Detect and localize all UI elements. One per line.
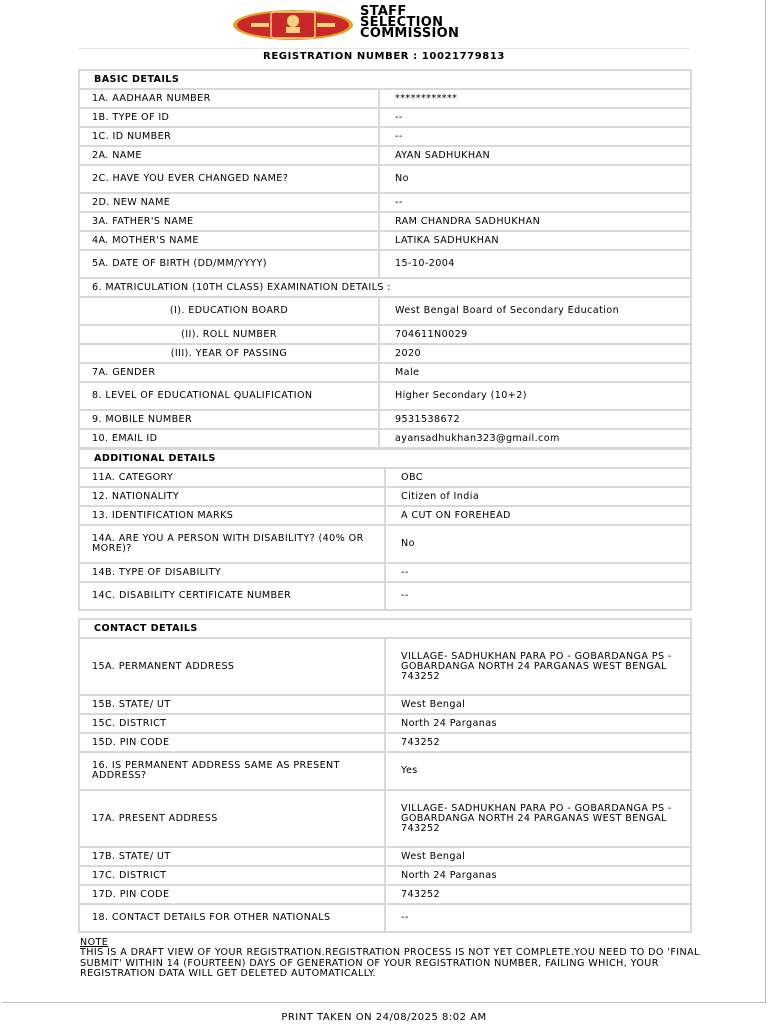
field-value: West Bengal (385, 695, 691, 714)
field-value: -- (385, 563, 691, 582)
field-label: 11A. CATEGORY (79, 468, 385, 487)
table-row (79, 468, 691, 487)
field-value: No (379, 165, 691, 193)
table-row (79, 733, 691, 752)
section-title: BASIC DETAILS (79, 70, 691, 89)
field-label: 1A. AADHAAR NUMBER (79, 89, 379, 108)
table-row (79, 297, 691, 325)
field-label: 17D. PIN CODE (79, 885, 385, 904)
section-header-row (79, 70, 691, 89)
field-value: 15-10-2004 (379, 250, 691, 278)
table-row (79, 278, 691, 297)
section-title: CONTACT DETAILS (79, 619, 691, 638)
field-value: -- (379, 108, 691, 127)
field-label: (III). YEAR OF PASSING (79, 344, 379, 363)
table-row (79, 752, 691, 790)
field-value: 2020 (379, 344, 691, 363)
table-row (79, 506, 691, 525)
field-value: -- (379, 127, 691, 146)
field-label: 3A. FATHER'S NAME (79, 212, 379, 231)
field-label: 14B. TYPE OF DISABILITY (79, 563, 385, 582)
field-label: 2D. NEW NAME (79, 193, 379, 212)
field-value: Higher Secondary (10+2) (379, 382, 691, 410)
field-label: 17A. PRESENT ADDRESS (79, 790, 385, 847)
table-row (79, 563, 691, 582)
table-row (79, 146, 691, 165)
field-value: OBC (385, 468, 691, 487)
field-value: RAM CHANDRA SADHUKHAN (379, 212, 691, 231)
field-label: 1C. ID NUMBER (79, 127, 379, 146)
field-value: -- (385, 582, 691, 610)
field-value: -- (379, 193, 691, 212)
field-value: VILLAGE- SADHUKHAN PARA PO - GOBARDANGA PS - GOBARDANGA NORTH 24 PARGANAS WEST BENGAL 743252 (385, 638, 691, 695)
field-label: (I). EDUCATION BOARD (79, 297, 379, 325)
table-row (79, 410, 691, 429)
divider (78, 48, 690, 49)
table-row (79, 325, 691, 344)
field-value: North 24 Parganas (385, 866, 691, 885)
table-row (79, 89, 691, 108)
field-value: Yes (385, 752, 691, 790)
table-row (79, 344, 691, 363)
field-label: 15D. PIN CODE (79, 733, 385, 752)
note-heading: NOTE (80, 937, 109, 948)
basic-details-table (78, 69, 692, 449)
field-label: 18. CONTACT DETAILS FOR OTHER NATIONALS (79, 904, 385, 932)
field-value: ************ (379, 89, 691, 108)
table-row (79, 363, 691, 382)
field-value: LATIKA SADHUKHAN (379, 231, 691, 250)
table-row (79, 382, 691, 410)
field-value: West Bengal Board of Secondary Education (379, 297, 691, 325)
field-label: 7A. GENDER (79, 363, 379, 382)
field-label: 15C. DISTRICT (79, 714, 385, 733)
field-label: 16. IS PERMANENT ADDRESS SAME AS PRESENT ADDRESS? (79, 752, 385, 790)
field-label: 5A. DATE OF BIRTH (DD/MM/YYYY) (79, 250, 379, 278)
field-label: 14A. ARE YOU A PERSON WITH DISABILITY? (40% OR MORE)? (79, 525, 385, 563)
page-header (0, 0, 768, 48)
field-value: 9531538672 (379, 410, 691, 429)
table-row (79, 165, 691, 193)
table-row (79, 212, 691, 231)
field-label: 1B. TYPE OF ID (79, 108, 379, 127)
field-value: No (385, 525, 691, 563)
table-row (79, 790, 691, 847)
table-row (79, 847, 691, 866)
print-timestamp: PRINT TAKEN ON 24/08/2025 8:02 AM (281, 1012, 487, 1023)
table-row (79, 525, 691, 563)
field-value: ayansadhukhan323@gmail.com (379, 429, 691, 448)
field-label: 15B. STATE/ UT (79, 695, 385, 714)
table-row (79, 866, 691, 885)
table-row (79, 487, 691, 506)
table-row (79, 904, 691, 932)
table-row (79, 714, 691, 733)
org-name-line: SELECTION (360, 15, 444, 30)
field-value: North 24 Parganas (385, 714, 691, 733)
field-label: 2A. NAME (79, 146, 379, 165)
field-value: West Bengal (385, 847, 691, 866)
table-row (79, 193, 691, 212)
field-value: -- (385, 904, 691, 932)
contact-details-table (78, 618, 692, 933)
section-header-row (79, 619, 691, 638)
note-text: THIS IS A DRAFT VIEW OF YOUR REGISTRATION.REGISTRATION PROCESS IS NOT YET COMPLETE.YOU NEED TO DO 'FINAL SUBMIT' WITHIN 14 (FOURTEEN) DAYS OF GENERATION OF YOUR REGISTRATION NUMBER, FAILING WHICH, YOUR REGISTRATION DATA WILL GET DELETED AUTOMATICALLY. (80, 947, 700, 980)
table-row (79, 108, 691, 127)
additional-details-table (78, 448, 692, 611)
field-label: (II). ROLL NUMBER (79, 325, 379, 344)
table-row (79, 127, 691, 146)
field-value: 704611N0029 (379, 325, 691, 344)
field-value: 743252 (385, 885, 691, 904)
table-row (79, 638, 691, 695)
field-label: 14C. DISABILITY CERTIFICATE NUMBER (79, 582, 385, 610)
draft-note (80, 938, 700, 980)
field-label: 4A. MOTHER'S NAME (79, 231, 379, 250)
field-label: 2C. HAVE YOU EVER CHANGED NAME? (79, 165, 379, 193)
section-title: ADDITIONAL DETAILS (79, 449, 691, 468)
matriculation-heading: 6. MATRICULATION (10TH CLASS) EXAMINATION DETAILS : (79, 278, 691, 297)
field-label: 17C. DISTRICT (79, 866, 385, 885)
field-value: AYAN SADHUKHAN (379, 146, 691, 165)
organization-name (360, 6, 459, 39)
table-row (79, 695, 691, 714)
table-row (79, 231, 691, 250)
field-label: 17B. STATE/ UT (79, 847, 385, 866)
field-label: 12. NATIONALITY (79, 487, 385, 506)
field-value: 743252 (385, 733, 691, 752)
field-label: 9. MOBILE NUMBER (79, 410, 379, 429)
table-row (79, 885, 691, 904)
field-value: Male (379, 363, 691, 382)
field-label: 10. EMAIL ID (79, 429, 379, 448)
field-value: VILLAGE- SADHUKHAN PARA PO - GOBARDANGA PS - GOBARDANGA NORTH 24 PARGANAS WEST BENGAL 743252 (385, 790, 691, 847)
table-row (79, 582, 691, 610)
registration-number: REGISTRATION NUMBER : 1002177981​3 (263, 51, 505, 62)
org-name-line: STAFF (360, 4, 407, 19)
field-value: A CUT ON FOREHEAD (385, 506, 691, 525)
field-label: 13. IDENTIFICATION MARKS (79, 506, 385, 525)
org-name-line: COMMISSION (360, 26, 460, 41)
table-row (79, 250, 691, 278)
field-label: 15A. PERMANENT ADDRESS (79, 638, 385, 695)
section-header-row (79, 449, 691, 468)
ssc-emblem-logo (231, 6, 355, 42)
field-value: Citizen of India (385, 487, 691, 506)
table-row (79, 429, 691, 448)
field-label: 8. LEVEL OF EDUCATIONAL QUALIFICATION (79, 382, 379, 410)
